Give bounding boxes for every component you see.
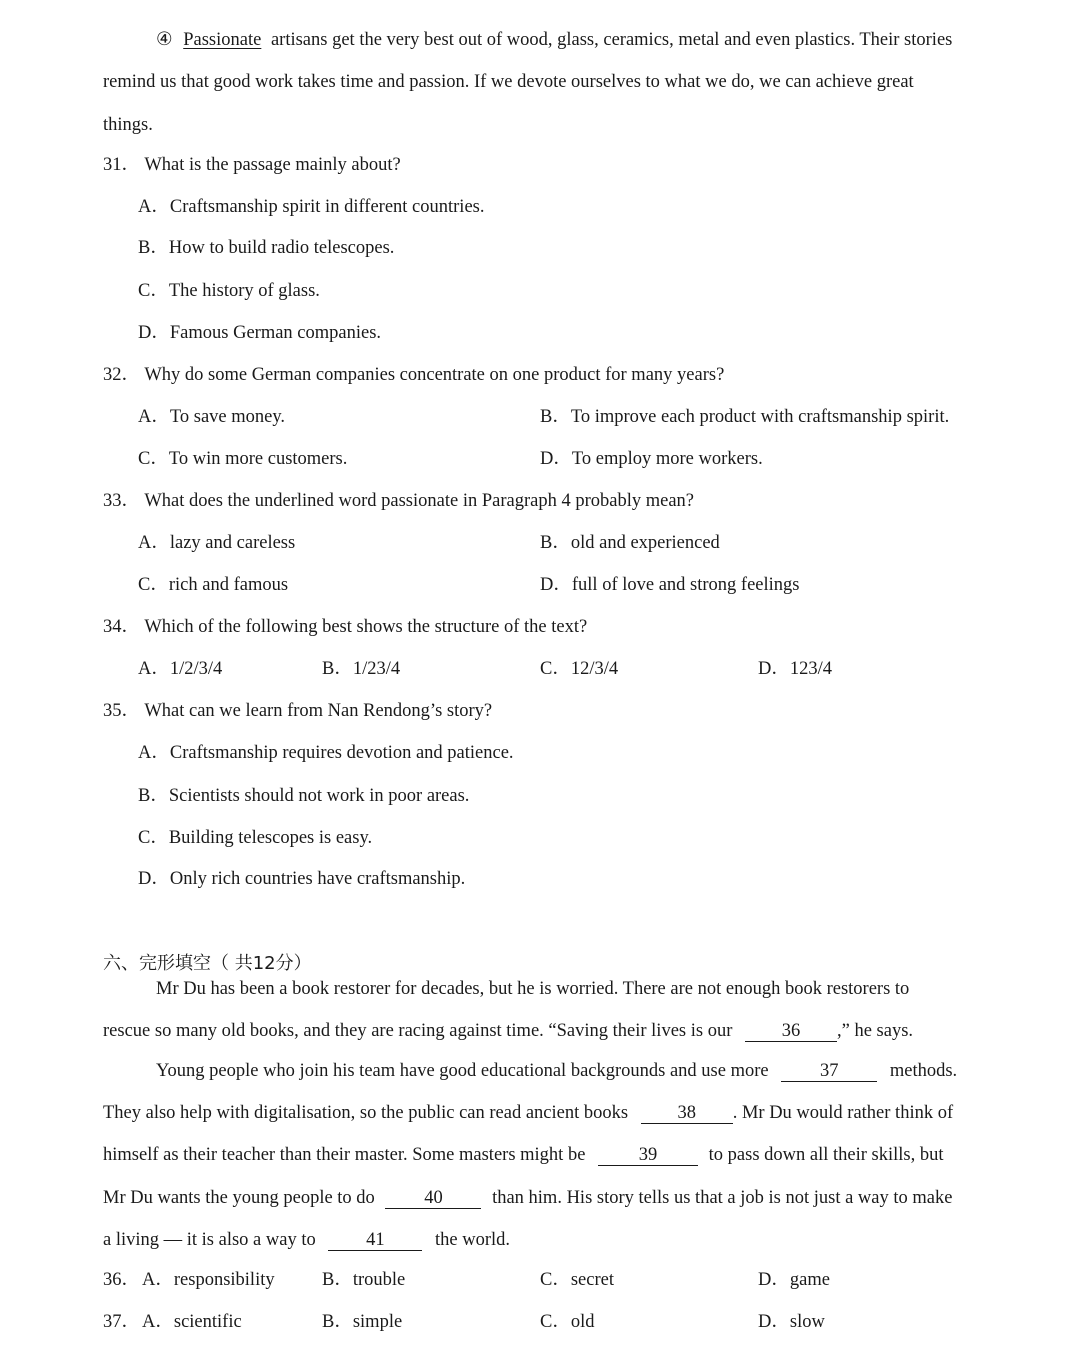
q32-option-b[interactable]: B．To improve each product with craftsmanship spirit. — [540, 407, 950, 427]
question-32 — [103, 366, 724, 385]
q34-option-a[interactable]: A．1/2/3/4 — [138, 659, 223, 679]
cloze-36-option-b[interactable]: B．trouble — [322, 1270, 406, 1290]
cloze-p1-line1: Mr Du has been a book restorer for decades, but he is worried. There are not enough book restorers to — [156, 979, 910, 999]
q32-option-a[interactable]: A．To save money. — [138, 407, 286, 427]
q34-option-c[interactable]: C．12/3/4 — [540, 659, 619, 679]
cloze-37-option-a[interactable]: A．scientific — [142, 1312, 242, 1332]
q31-option-d[interactable]: D．Famous German companies. — [138, 323, 382, 343]
q35-option-d[interactable]: D．Only rich countries have craftsmanship. — [138, 869, 466, 889]
para4-line3: things. — [103, 115, 153, 135]
question-number: 35． — [103, 701, 141, 721]
cloze-36-option-c[interactable]: C．secret — [540, 1270, 614, 1290]
para4-line1 — [156, 31, 952, 50]
underlined-word: Passionate — [183, 30, 262, 50]
question-text: What is the passage mainly about? — [144, 155, 401, 175]
q32-option-c[interactable]: C．To win more customers. — [138, 449, 348, 469]
q33-option-a[interactable]: A．lazy and careless — [138, 533, 296, 553]
question-text: Why do some German companies concentrate on one product for many years? — [144, 365, 725, 385]
q34-option-b[interactable]: B．1/23/4 — [322, 659, 401, 679]
question-number: 31． — [103, 155, 141, 175]
cloze-p2-line3: himself as their teacher than their master. Some masters might be 39 to pass down all their skills, but — [103, 1145, 944, 1165]
question-text: What can we learn from Nan Rendong’s story? — [144, 701, 493, 721]
question-31 — [103, 156, 401, 175]
blank-38[interactable]: 38 — [641, 1104, 733, 1124]
blank-37[interactable]: 37 — [781, 1062, 877, 1082]
q35-option-b[interactable]: B．Scientists should not work in poor areas. — [138, 786, 470, 806]
question-number: 34． — [103, 617, 141, 637]
blank-36[interactable]: 36 — [745, 1022, 837, 1042]
para4-line2: remind us that good work takes time and passion. If we devote ourselves to what we do, we can achieve great — [103, 72, 914, 92]
cloze-p2-line1: Young people who join his team have good educational backgrounds and use more 37 methods. — [156, 1061, 958, 1081]
para4-number: ④ — [156, 30, 173, 50]
q34-option-d[interactable]: D．123/4 — [758, 659, 833, 679]
section-title: 六、完形填空（ 共12分） — [103, 953, 312, 974]
cloze-p2-line4: Mr Du wants the young people to do 40 than him. His story tells us that a job is not just a way to make — [103, 1188, 953, 1208]
q35-option-a[interactable]: A．Craftsmanship requires devotion and patience. — [138, 743, 514, 763]
cloze-37-option-b[interactable]: B．simple — [322, 1312, 403, 1332]
question-33 — [103, 492, 694, 511]
question-text: Which of the following best shows the structure of the text? — [144, 617, 588, 637]
q32-option-d[interactable]: D．To employ more workers. — [540, 449, 763, 469]
para4-line1-text: artisans get the very best out of wood, glass, ceramics, metal and even plastics. Their stories — [270, 30, 953, 50]
blank-41[interactable]: 41 — [328, 1231, 422, 1251]
cloze-p2-line5: a living — it is also a way to 41 the world. — [103, 1230, 510, 1250]
question-text: What does the underlined word passionate in Paragraph 4 probably mean? — [144, 491, 695, 511]
q31-option-c[interactable]: C．The history of glass. — [138, 281, 320, 301]
q33-option-d[interactable]: D．full of love and strong feelings — [540, 575, 800, 595]
cloze-36-number: 36． — [103, 1270, 141, 1290]
q35-option-c[interactable]: C．Building telescopes is easy. — [138, 828, 373, 848]
cloze-p2-line2: They also help with digitalisation, so the public can read ancient books 38 . Mr Du would rather think of — [103, 1103, 954, 1123]
q33-option-b[interactable]: B．old and experienced — [540, 533, 720, 553]
cloze-36-option-a[interactable]: A．responsibility — [142, 1270, 275, 1290]
question-34 — [103, 618, 587, 637]
q31-option-a[interactable]: A．Craftsmanship spirit in different countries. — [138, 197, 485, 217]
q33-option-c[interactable]: C．rich and famous — [138, 575, 289, 595]
cloze-37-option-c[interactable]: C．old — [540, 1312, 595, 1332]
question-number: 33． — [103, 491, 141, 511]
blank-39[interactable]: 39 — [598, 1146, 698, 1166]
question-number: 32． — [103, 365, 141, 385]
cloze-37-number: 37． — [103, 1312, 141, 1332]
blank-40[interactable]: 40 — [385, 1189, 481, 1209]
cloze-p1-line2: rescue so many old books, and they are racing against time. “Saving their lives is our 36 ,” he says. — [103, 1021, 914, 1041]
question-35 — [103, 702, 492, 721]
cloze-36-option-d[interactable]: D．game — [758, 1270, 830, 1290]
cloze-37-option-d[interactable]: D．slow — [758, 1312, 825, 1332]
q31-option-b[interactable]: B．How to build radio telescopes. — [138, 238, 395, 258]
